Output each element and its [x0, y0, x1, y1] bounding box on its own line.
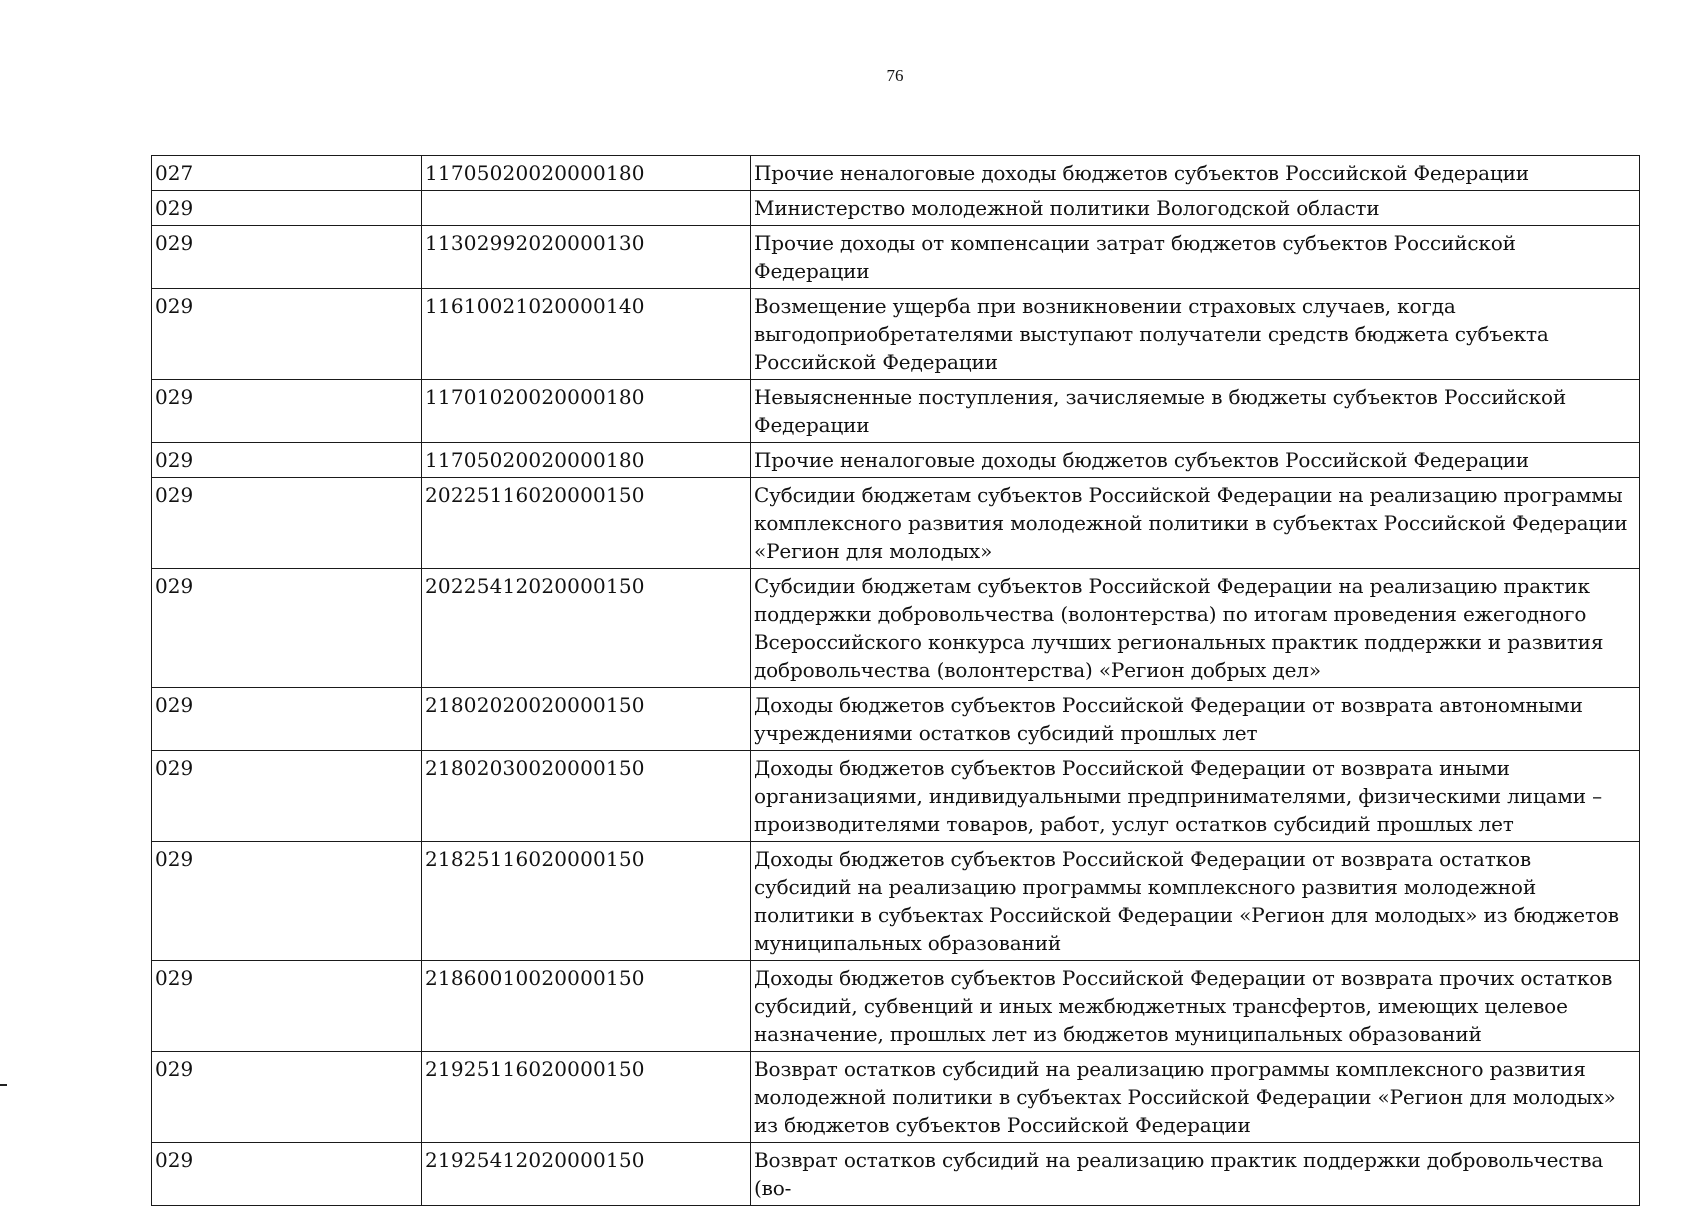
table-row — [152, 1052, 1640, 1143]
revenue-code-cell — [422, 191, 751, 226]
revenue-code-cell: 21802020020000150 — [422, 688, 751, 751]
revenue-code-cell: 21802030020000150 — [422, 751, 751, 842]
revenue-code-cell: 21860010020000150 — [422, 961, 751, 1052]
admin-code-cell: 029 — [152, 443, 422, 478]
revenue-code-cell: 21825116020000150 — [422, 842, 751, 961]
revenue-name-cell: Возврат остатков субсидий на реализацию программы комплексного развития молодежной политики в субъектах Российской Федерации «Регион для молодых» из бюджетов субъектов Российской Федерации — [751, 1052, 1640, 1143]
page-number: 76 — [886, 66, 904, 85]
table-row — [152, 961, 1640, 1052]
admin-code-cell: 029 — [152, 191, 422, 226]
admin-code-cell: 029 — [152, 751, 422, 842]
admin-code-cell: 029 — [152, 961, 422, 1052]
margin-mark — [0, 1084, 7, 1086]
admin-code-cell: 029 — [152, 688, 422, 751]
revenue-code-cell: 11302992020000130 — [422, 226, 751, 289]
revenue-code-cell: 11705020020000180 — [422, 156, 751, 191]
table-row — [152, 751, 1640, 842]
admin-code-cell: 027 — [152, 156, 422, 191]
revenue-code-cell: 21925412020000150 — [422, 1143, 751, 1206]
revenue-name-cell: Субсидии бюджетам субъектов Российской Федерации на реализацию программы комплексного развития молодежной политики в субъектах Российской Федерации «Регион для молодых» — [751, 478, 1640, 569]
table-row — [152, 289, 1640, 380]
revenue-name-cell: Прочие доходы от компенсации затрат бюджетов субъектов Российской Федерации — [751, 226, 1640, 289]
revenue-code-cell: 20225116020000150 — [422, 478, 751, 569]
revenue-code-cell: 11701020020000180 — [422, 380, 751, 443]
revenue-name-cell: Доходы бюджетов субъектов Российской Федерации от возврата иными организациями, индивидуальными предпринимателями, физическими лицами – производителями товаров, работ, услуг остатков субсидий прошлых лет — [751, 751, 1640, 842]
table-row — [152, 191, 1640, 226]
admin-code-cell: 029 — [152, 226, 422, 289]
revenue-code-cell: 20225412020000150 — [422, 569, 751, 688]
revenue-name-cell: Министерство молодежной политики Вологодской области — [751, 191, 1640, 226]
table-row — [152, 1143, 1640, 1206]
table-row — [152, 380, 1640, 443]
table-row — [152, 156, 1640, 191]
revenue-name-cell: Возврат остатков субсидий на реализацию практик поддержки добровольчества (во- — [751, 1143, 1640, 1206]
revenue-name-cell: Невыясненные поступления, зачисляемые в бюджеты субъектов Российской Федерации — [751, 380, 1640, 443]
revenue-code-cell: 21925116020000150 — [422, 1052, 751, 1143]
admin-code-cell: 029 — [152, 569, 422, 688]
revenue-name-cell: Доходы бюджетов субъектов Российской Федерации от возврата автономными учреждениями остатков субсидий прошлых лет — [751, 688, 1640, 751]
revenue-codes-table — [151, 155, 1640, 1206]
table-row — [152, 688, 1640, 751]
revenue-code-cell: 11705020020000180 — [422, 443, 751, 478]
revenue-name-cell: Прочие неналоговые доходы бюджетов субъектов Российской Федерации — [751, 156, 1640, 191]
revenue-name-cell: Прочие неналоговые доходы бюджетов субъектов Российской Федерации — [751, 443, 1640, 478]
revenue-name-cell: Возмещение ущерба при возникновении страховых случаев, когда выгодоприобретателями выступают получатели средств бюджета субъекта Российской Федерации — [751, 289, 1640, 380]
table-row — [152, 443, 1640, 478]
table-row — [152, 226, 1640, 289]
table-row — [152, 478, 1640, 569]
table-row — [152, 569, 1640, 688]
revenue-name-cell: Доходы бюджетов субъектов Российской Федерации от возврата прочих остатков субсидий, субвенций и иных межбюджетных трансфертов, имеющих целевое назначение, прошлых лет из бюджетов муниципальных образований — [751, 961, 1640, 1052]
admin-code-cell: 029 — [152, 380, 422, 443]
revenue-name-cell: Субсидии бюджетам субъектов Российской Федерации на реализацию практик поддержки добровольчества (волонтерства) по итогам проведения ежегодного Всероссийского конкурса лучших региональных практик поддержки и развития добровольчества (волонтерства) «Регион добрых дел» — [751, 569, 1640, 688]
admin-code-cell: 029 — [152, 478, 422, 569]
revenue-name-cell: Доходы бюджетов субъектов Российской Федерации от возврата остатков субсидий на реализацию программы комплексного развития молодежной политики в субъектах Российской Федерации «Регион для молодых» из бюджетов муниципальных образований — [751, 842, 1640, 961]
table-row — [152, 842, 1640, 961]
admin-code-cell: 029 — [152, 289, 422, 380]
admin-code-cell: 029 — [152, 1052, 422, 1143]
admin-code-cell: 029 — [152, 1143, 422, 1206]
admin-code-cell: 029 — [152, 842, 422, 961]
table-body — [152, 156, 1640, 1206]
revenue-code-cell: 11610021020000140 — [422, 289, 751, 380]
